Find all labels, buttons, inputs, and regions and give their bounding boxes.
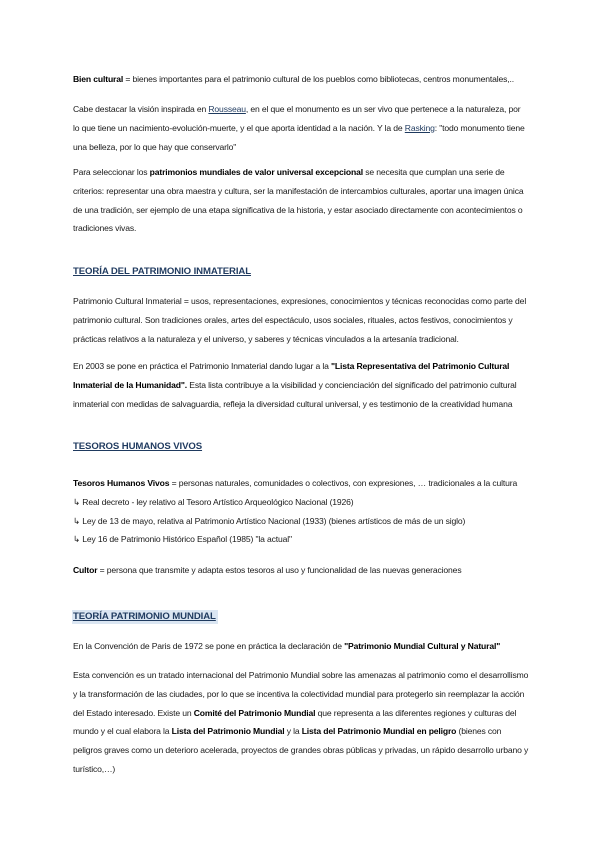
paragraph-convencion-paris <box>73 637 529 656</box>
bold-text: Lista del Patrimonio Mundial en peligro <box>301 726 457 737</box>
bold-text: Comité del Patrimonio Mundial <box>193 707 316 718</box>
text: Para seleccionar los <box>73 167 150 177</box>
paragraph-rousseau <box>73 100 529 156</box>
text: : "todo monumento tiene una belleza, por lo que hay que conservarlo" <box>73 122 525 152</box>
paragraph-patrimonio-inmaterial: Patrimonio Cultural Inmaterial = usos, representaciones, expresiones, conocimientos y técnicas reconocidas como parte del patrimonio cultural. Son tradiciones orales, artes del espectáculo, usos sociales, rituales, actos festivos, conocimientos y prácticas relativos a la naturaleza y el universo, y saberes y técnicas vinculados a la artesanía tradicional. <box>73 296 527 344</box>
term-tesoros-humanos: Tesoros Humanos Vivos <box>73 478 170 488</box>
paragraph-tesoros-humanos <box>73 474 529 549</box>
paragraph-criterios <box>73 163 529 238</box>
term-bien-cultural: Bien cultural <box>73 74 124 84</box>
text: Cabe destacar la visión inspirada en <box>73 104 209 114</box>
heading-tesoros-humanos: TESOROS HUMANOS VIVOS <box>73 441 203 452</box>
definition-text: = personas naturales, comunidades o colectivos, con expresiones, … tradicionales a la cultura <box>169 478 518 488</box>
list-item: ↳ Ley 16 de Patrimonio Histórico Español (1985) "la actual" <box>73 534 292 545</box>
paragraph-lista-representativa <box>73 357 529 413</box>
definition-text: = bienes importantes para el patrimonio cultural de los pueblos como bibliotecas, centros monumentales,.. <box>123 74 514 84</box>
heading-patrimonio-inmaterial: TEORÍA DEL PATRIMONIO INMATERIAL <box>73 266 252 277</box>
rasking-link[interactable]: Rasking <box>404 122 435 133</box>
text: En 2003 se pone en práctica el Patrimonio Inmaterial dando lugar a la <box>73 361 331 371</box>
list-item: ↳ Ley de 13 de mayo, relativa al Patrimonio Artístico Nacional (1933) (bienes artísticos de más de un siglo) <box>73 515 466 526</box>
bold-text: patrimonios mundiales de valor universal excepcional <box>149 167 363 177</box>
rousseau-link[interactable]: Rousseau <box>208 104 246 114</box>
list-item: ↳ Real decreto - ley relativo al Tesoro Artístico Arqueológico Nacional (1926) <box>73 496 354 507</box>
bold-text: "Lista Representativa del Patrimonio Cultural Inmaterial de la Humanidad". <box>73 361 510 390</box>
text: y la <box>284 726 302 737</box>
text: , en el que el monumento es un ser vivo que pertenece a la naturaleza, por lo que tiene un nacimiento-evolución-muerte, y el que aporta identidad a la nación. Y la de <box>73 104 521 133</box>
definition-text: = persona que transmite y adapta estos tesoros al uso y funcionalidad de las nuevas generaciones <box>97 565 462 575</box>
text: En la Convención de Paris de 1972 se pone en práctica la declaración de <box>73 641 345 651</box>
text: (bienes con peligros graves como un deterioro acelerada, proyectos de grandes obras públicas y privadas, un rápido desarrollo urbano y turístico,…) <box>73 726 529 774</box>
text: se necesita que cumplan una serie de criterios: representar una obra maestra y cultura, ser la manifestación de intercambios culturales, aportar una imagen única de una tradición, ser ejemplo de una etapa significativa de la historia, y estar asociado directamente con acontecimientos o tradiciones vivas. <box>73 167 524 234</box>
paragraph-bien-cultural <box>73 70 529 89</box>
term-cultor: Cultor <box>73 565 98 575</box>
paragraph-convencion-tratado <box>73 666 529 779</box>
bold-text: Lista del Patrimonio Mundial <box>171 726 285 737</box>
bold-text: "Patrimonio Mundial Cultural y Natural" <box>344 641 501 651</box>
text: que representa a las diferentes regiones y culturas del mundo y el cual elabora la <box>73 707 517 737</box>
text: Esta lista contribuye a la visibilidad y concienciación del significado del patrimonio cultural inmaterial con medidas de salvaguardia, refleja la diversidad cultural universal, y es testimonio de la creatividad humana <box>73 379 517 409</box>
text: Esta convención es un tratado internacional del Patrimonio Mundial sobre las amenazas al patrimonio como el desarrollismo y la transformación de las ciudades, por lo que se incentiva la colectividad mundial para protegerlo sin reemplazar la acción del Estado interesado. Existe un <box>73 670 529 718</box>
paragraph-cultor <box>73 561 529 580</box>
heading-patrimonio-mundial: TEORÍA PATRIMONIO MUNDIAL <box>73 611 216 622</box>
